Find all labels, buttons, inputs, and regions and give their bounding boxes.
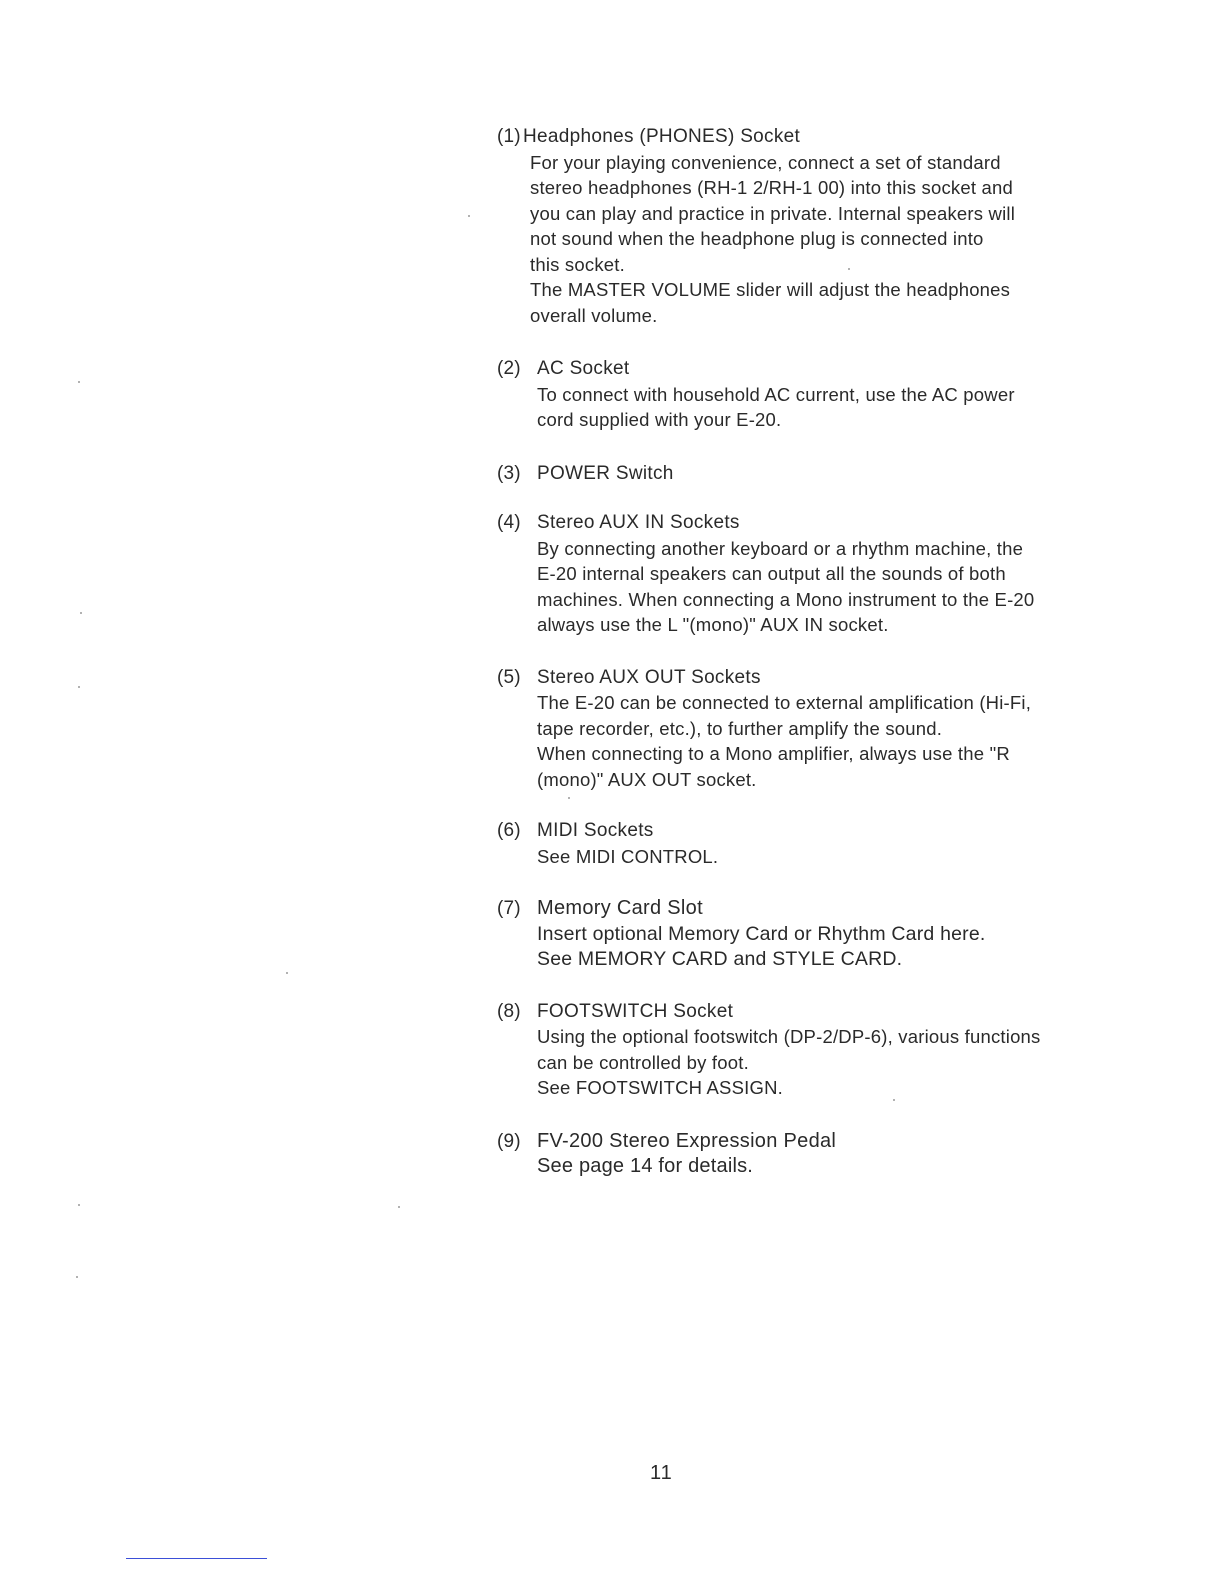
item-title: Stereo AUX IN Sockets bbox=[537, 512, 740, 533]
item-text-line: this socket. bbox=[530, 253, 625, 275]
item-number: (5) bbox=[497, 666, 521, 688]
scan-speck bbox=[568, 797, 570, 799]
item-number: (1) bbox=[497, 126, 521, 147]
item-number: (6) bbox=[497, 820, 521, 841]
item-title: AC Socket bbox=[537, 358, 630, 379]
item-text-line: See page 14 for details. bbox=[537, 1155, 754, 1177]
item-text-line: machines. When connecting a Mono instrument to the E-20 bbox=[537, 588, 1035, 610]
scan-speck bbox=[78, 686, 80, 688]
item-title: Memory Card Slot bbox=[537, 897, 703, 919]
item-text-line: (mono)" AUX OUT socket. bbox=[537, 768, 757, 790]
scan-speck bbox=[398, 1206, 400, 1208]
item-text-line: To connect with household AC current, use the AC power bbox=[537, 383, 1015, 405]
item-title: MIDI Sockets bbox=[537, 820, 654, 841]
footer-rule bbox=[126, 1558, 267, 1559]
item-text-line: When connecting to a Mono amplifier, always use the "R bbox=[537, 743, 1010, 764]
list-item-footswitch-socket bbox=[497, 999, 1112, 1101]
list-item-headphones-socket bbox=[497, 124, 1112, 328]
item-text-line: For your playing convenience, connect a set of standard bbox=[530, 151, 1001, 173]
list-item-ac-socket bbox=[497, 356, 1112, 433]
list-item-aux-out-sockets bbox=[497, 665, 1112, 793]
item-number: (7) bbox=[497, 898, 521, 919]
item-title: FV-200 Stereo Expression Pedal bbox=[537, 1129, 837, 1152]
scan-speck bbox=[78, 1204, 80, 1206]
item-text-line: not sound when the headphone plug is connected into bbox=[530, 228, 984, 249]
item-title: Headphones (PHONES) Socket bbox=[523, 126, 801, 147]
item-text-line: See FOOTSWITCH ASSIGN. bbox=[537, 1077, 783, 1098]
item-text-line: stereo headphones (RH-1 2/RH-1 00) into this socket and bbox=[530, 177, 1014, 198]
list-item-expression-pedal bbox=[497, 1129, 1112, 1180]
scan-speck bbox=[78, 381, 80, 383]
item-number: (3) bbox=[497, 462, 521, 484]
item-number: (4) bbox=[497, 512, 521, 533]
item-text-line: you can play and practice in private. Internal speakers will bbox=[530, 202, 1016, 224]
item-text-line: Insert optional Memory Card or Rhythm Card here. bbox=[537, 922, 986, 945]
item-title: FOOTSWITCH Socket bbox=[537, 1000, 734, 1022]
item-title: POWER Switch bbox=[537, 462, 674, 484]
list-item-aux-in-sockets bbox=[497, 510, 1112, 638]
item-number: (2) bbox=[497, 358, 521, 379]
item-title: Stereo AUX OUT Sockets bbox=[537, 666, 761, 688]
item-text-line: overall volume. bbox=[530, 304, 658, 326]
item-number: (8) bbox=[497, 1000, 521, 1022]
page-number: 11 bbox=[650, 1462, 673, 1484]
list-item-midi-sockets bbox=[497, 818, 1112, 869]
item-text-line: See MIDI CONTROL. bbox=[537, 845, 719, 867]
scan-speck bbox=[893, 1099, 895, 1101]
item-text-line: always use the L "(mono)" AUX IN socket. bbox=[537, 614, 889, 635]
list-item-power-switch bbox=[497, 461, 1112, 487]
socket-description-list bbox=[497, 124, 1112, 1180]
item-text-line: cord supplied with your E-20. bbox=[537, 409, 782, 430]
scan-speck bbox=[286, 972, 288, 974]
scan-speck bbox=[76, 1276, 78, 1278]
item-text-line: The MASTER VOLUME slider will adjust the headphones bbox=[530, 279, 1011, 300]
scan-speck bbox=[468, 215, 470, 217]
list-item-memory-card-slot bbox=[497, 896, 1112, 973]
item-text-line: Using the optional footswitch (DP-2/DP-6), various functions bbox=[537, 1026, 1041, 1047]
item-text-line: can be controlled by foot. bbox=[537, 1051, 749, 1073]
scan-speck bbox=[80, 612, 82, 614]
item-text-line: By connecting another keyboard or a rhythm machine, the bbox=[537, 537, 1024, 559]
item-text-line: tape recorder, etc.), to further amplify the sound. bbox=[537, 717, 943, 739]
scan-speck bbox=[848, 268, 850, 270]
item-text-line: See MEMORY CARD and STYLE CARD. bbox=[537, 948, 903, 970]
item-text-line: E-20 internal speakers can output all the sounds of both bbox=[537, 563, 1006, 584]
item-text-line: The E-20 can be connected to external amplification (Hi-Fi, bbox=[537, 692, 1032, 713]
item-number: (9) bbox=[497, 1130, 521, 1152]
